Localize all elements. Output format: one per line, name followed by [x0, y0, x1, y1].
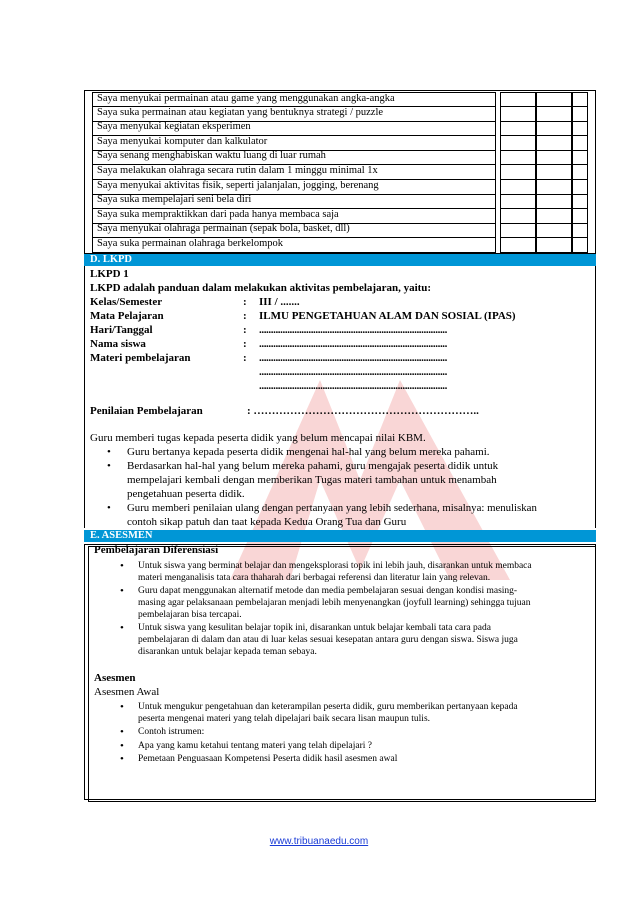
lkpd-bullet: • Guru memberi penilaian ulang dengan pertanyaan yang lebih sederhana, misalnya: menuliskan — [127, 502, 537, 515]
survey-check-cell[interactable] — [572, 150, 588, 165]
lkpd-bullet: • Guru bertanya kepada peserta didik mengenai hal-hal yang belum mereka pahami. — [127, 446, 490, 459]
survey-check-cell[interactable] — [500, 223, 536, 238]
survey-row — [92, 107, 588, 120]
survey-row — [92, 180, 588, 193]
diferensiasi-line: • Untuk siswa yang berminat belajar dan mengeksplorasi topik ini lebih jauh, disarankan untuk membaca — [138, 560, 532, 572]
asesmen-title: Asesmen — [94, 672, 136, 684]
survey-check-cell[interactable] — [536, 238, 572, 253]
survey-check-cell[interactable] — [536, 180, 572, 195]
awal-line: peserta mengenai materi yang telah dipelajari baik secara lisan maupun tulis. — [138, 714, 431, 724]
survey-statement: Saya suka permainan atau kegiatan yang bentuknya strategi / puzzle — [92, 107, 496, 122]
survey-check-cell[interactable] — [536, 136, 572, 151]
survey-check-cell[interactable] — [572, 92, 588, 107]
survey-check-cell[interactable] — [500, 165, 536, 180]
survey-check-cell[interactable] — [572, 107, 588, 122]
survey-row — [92, 121, 588, 134]
survey-check-cell[interactable] — [536, 209, 572, 224]
survey-check-cell[interactable] — [536, 107, 572, 122]
lkpd-title: LKPD 1 — [90, 268, 129, 280]
survey-statement: Saya menyukai permainan atau game yang menggunakan angka-angka — [92, 92, 496, 107]
awal-line: • Contoh istrumen: — [138, 726, 204, 738]
diferensiasi-title: Pembelajaran Diferensiasi — [94, 544, 219, 556]
survey-check-cell[interactable] — [536, 194, 572, 209]
survey-statement: Saya senang menghabiskan waktu luang di luar rumah — [92, 150, 496, 165]
lkpd-bullet-cont: pengetahuan peserta didik. — [127, 488, 245, 500]
lkpd-bullet-cont: mempelajari kembali dengan memberikan Tugas materi tambahan untuk menambah — [127, 474, 497, 486]
diferensiasi-line: pembelajaran di dalam dan atau di luar kelas sesuai kesepatan antara guru dengan siswa. Siswa juga — [138, 635, 518, 645]
diferensiasi-line: disarankan untuk belajar kepada teman sebaya. — [138, 647, 317, 657]
survey-statement: Saya melakukan olahraga secara rutin dalam 1 minggu minimal 1x — [92, 165, 496, 180]
asesmen-awal-title: Asesmen Awal — [94, 686, 160, 698]
lkpd-intro: LKPD adalah panduan dalam melakukan aktivitas pembelajaran, yaitu: — [90, 282, 432, 294]
section-header-asesmen: E. ASESMEN — [84, 530, 596, 542]
diferensiasi-line: • Untuk siswa yang kesulitan belajar topik ini, disarankan untuk belajar kembali tata cara pada — [138, 622, 491, 634]
survey-statement: Saya menyukai komputer dan kalkulator — [92, 136, 496, 151]
diferensiasi-line: pembelajaran bisa tercapai. — [138, 610, 242, 620]
penilaian-label: Penilaian Pembelajaran — [90, 405, 203, 417]
survey-statement: Saya menyukai olahraga permainan (sepak bola, basket, dll) — [92, 223, 496, 238]
survey-row — [92, 150, 588, 163]
guru-text: Guru memberi tugas kepada peserta didik yang belum mencapai nilai KBM. — [90, 432, 426, 444]
survey-check-cell[interactable] — [536, 165, 572, 180]
survey-check-cell[interactable] — [572, 136, 588, 151]
awal-line: • Untuk mengukur pengetahuan dan keterampilan peserta didik, guru memberikan pertanyaan kepada — [138, 701, 518, 713]
survey-check-cell[interactable] — [572, 209, 588, 224]
survey-check-cell[interactable] — [500, 107, 536, 122]
survey-check-cell[interactable] — [572, 238, 588, 253]
survey-row — [92, 209, 588, 222]
section-header-lkpd: D. LKPD — [84, 254, 596, 266]
survey-check-cell[interactable] — [572, 121, 588, 136]
survey-check-cell[interactable] — [572, 194, 588, 209]
survey-statement: Saya menyukai kegiatan eksperimen — [92, 121, 496, 136]
survey-check-cell[interactable] — [500, 92, 536, 107]
penilaian-value: : …………………………………………………….. — [247, 405, 479, 417]
lkpd-bullet: • Berdasarkan hal-hal yang belum mereka pahami, guru mengajak peserta didik untuk — [127, 460, 498, 473]
diferensiasi-line: • Guru dapat menggunakan alternatif metode dan media pembelajaran sesuai dengan kondisi masing- — [138, 585, 517, 597]
survey-check-cell[interactable] — [572, 180, 588, 195]
survey-row — [92, 194, 588, 207]
survey-row — [92, 223, 588, 236]
survey-statement: Saya menyukai aktivitas fisik, seperti jalanjalan, jogging, berenang — [92, 180, 496, 195]
survey-check-cell[interactable] — [536, 92, 572, 107]
survey-check-cell[interactable] — [500, 136, 536, 151]
survey-row — [92, 165, 588, 178]
survey-check-cell[interactable] — [572, 165, 588, 180]
survey-check-cell[interactable] — [536, 223, 572, 238]
lkpd-bullet-cont: contoh sikap patuh dan taat kepada Kedua Orang Tua dan Guru — [127, 516, 407, 528]
diferensiasi-line: materi menganalisis tata cara thaharah dari berbagai referensi dan literatur lain yang relevan. — [138, 573, 491, 583]
survey-check-cell[interactable] — [500, 180, 536, 195]
lkpd-extra-line: ................................................................................ — [259, 366, 448, 378]
survey-check-cell[interactable] — [500, 194, 536, 209]
footer-link[interactable]: www.tribuanaedu.com — [269, 836, 369, 847]
lkpd-extra-line: ................................................................................ — [259, 380, 448, 392]
survey-row — [92, 92, 588, 105]
diferensiasi-line: masing agar pelaksanaan pembelajaran menjadi lebih menyenangkan (joyfull learning) sehingga tujuan — [138, 598, 531, 608]
survey-check-cell[interactable] — [536, 121, 572, 136]
survey-check-cell[interactable] — [500, 238, 536, 253]
survey-statement: Saya suka mempelajari seni bela diri — [92, 194, 496, 209]
survey-statement: Saya suka mempraktikkan dari pada hanya membaca saja — [92, 209, 496, 224]
survey-check-cell[interactable] — [500, 121, 536, 136]
survey-check-cell[interactable] — [500, 150, 536, 165]
survey-row — [92, 238, 588, 251]
survey-check-cell[interactable] — [500, 209, 536, 224]
survey-statement: Saya suka permainan olahraga berkelompok — [92, 238, 496, 253]
survey-check-cell[interactable] — [536, 150, 572, 165]
survey-row — [92, 136, 588, 149]
awal-line: • Apa yang kamu ketahui tentang materi yang telah dipelajari ? — [138, 740, 372, 752]
awal-line: • Pemetaan Penguasaan Kompetensi Peserta didik hasil asesmen awal — [138, 753, 397, 765]
survey-check-cell[interactable] — [572, 223, 588, 238]
